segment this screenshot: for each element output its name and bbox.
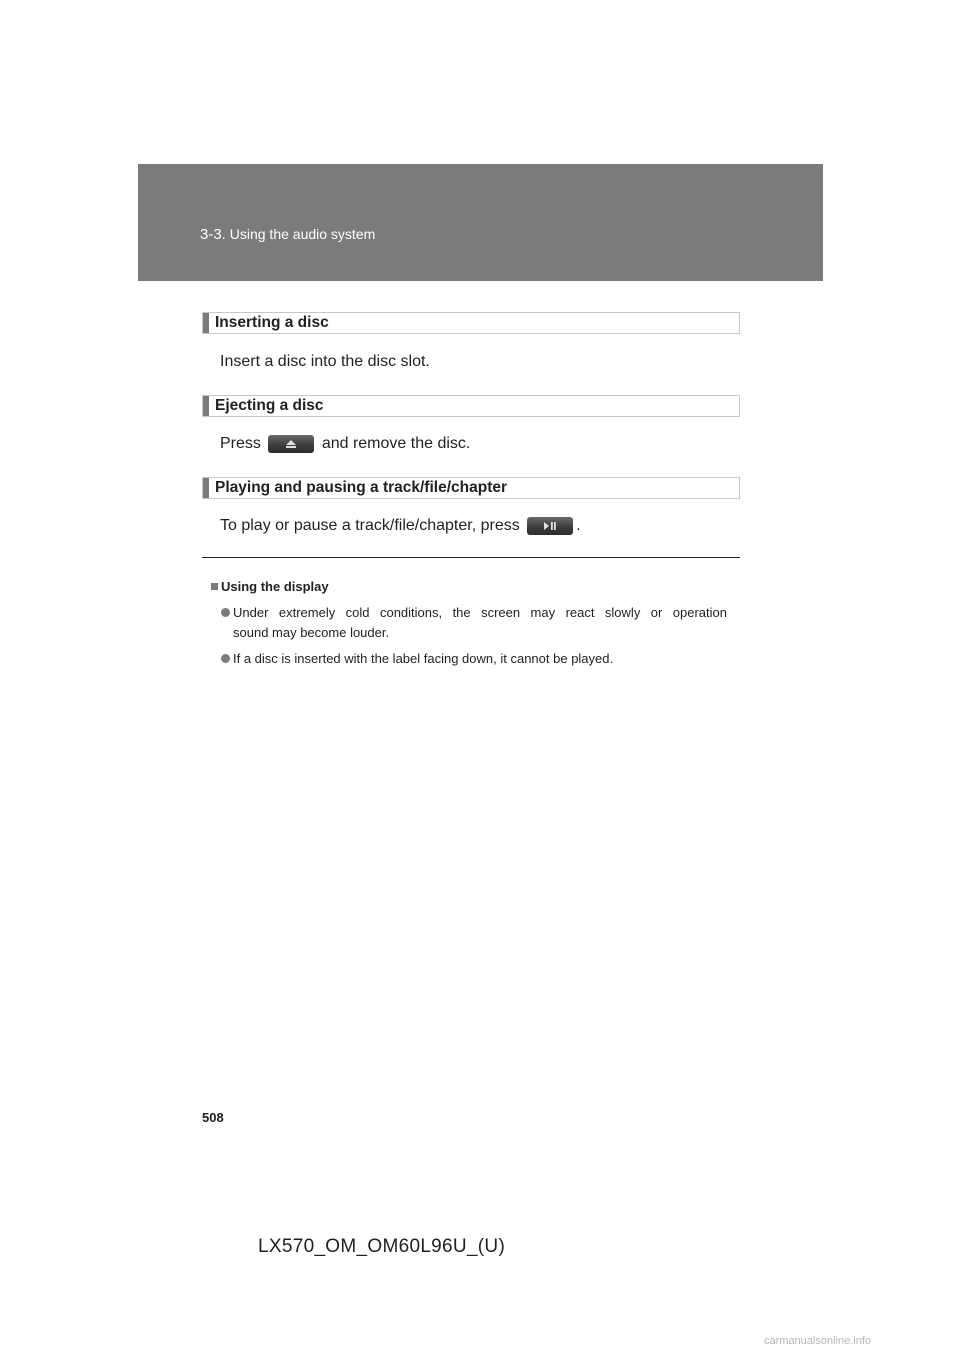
bullet-dot-icon: [221, 608, 230, 617]
section-heading-playing: [202, 477, 740, 499]
note-heading-text: Using the display: [221, 579, 329, 594]
note-bullet-cold: [221, 603, 727, 643]
document-code: LX570_OM_OM60L96U_(U): [258, 1236, 506, 1257]
section-heading-ejecting: [202, 395, 740, 417]
playing-text-after: .: [576, 517, 581, 535]
inserting-instruction: Insert a disc into the disc slot.: [220, 353, 430, 370]
section-title-inserting: Inserting a disc: [215, 314, 329, 331]
chapter-header: [200, 226, 375, 243]
note-heading: [211, 579, 329, 594]
section-divider: [202, 557, 740, 558]
note-bullet-text-cont: sound may become louder.: [233, 625, 390, 640]
eject-button-image: [268, 435, 314, 453]
note-bullet-label-down: [221, 649, 727, 669]
section-title-playing: Playing and pausing a track/file/chapter: [215, 479, 508, 496]
section-heading-inserting: [202, 312, 740, 334]
note-bullet-text: Under extremely cold conditions, the screen may react slowly or operation: [233, 605, 727, 620]
ejecting-text-after: and remove the disc.: [321, 435, 471, 453]
section-title: Using the audio system: [229, 226, 376, 242]
header-band: [138, 164, 823, 281]
note-bullet-text: If a disc is inserted with the label facing down, it cannot be played.: [233, 651, 614, 666]
heading-accent: [203, 313, 209, 333]
play-pause-icon: [544, 522, 556, 530]
eject-icon: [286, 440, 296, 448]
section-number: 3-3.: [200, 226, 226, 243]
watermark: carmanualsonline.info: [764, 1335, 872, 1347]
bullet-dot-icon: [221, 654, 230, 663]
playing-text-before: To play or pause a track/file/chapter, press: [220, 517, 520, 535]
heading-accent: [203, 396, 209, 416]
heading-accent: [203, 478, 209, 498]
play-pause-button-image: [527, 517, 573, 535]
square-bullet-icon: [211, 583, 218, 590]
ejecting-text-before: Press: [220, 435, 261, 453]
ejecting-instruction: [220, 435, 470, 453]
section-title-ejecting: Ejecting a disc: [215, 397, 324, 414]
page-number: 508: [202, 1110, 224, 1125]
playing-instruction: [220, 517, 581, 535]
